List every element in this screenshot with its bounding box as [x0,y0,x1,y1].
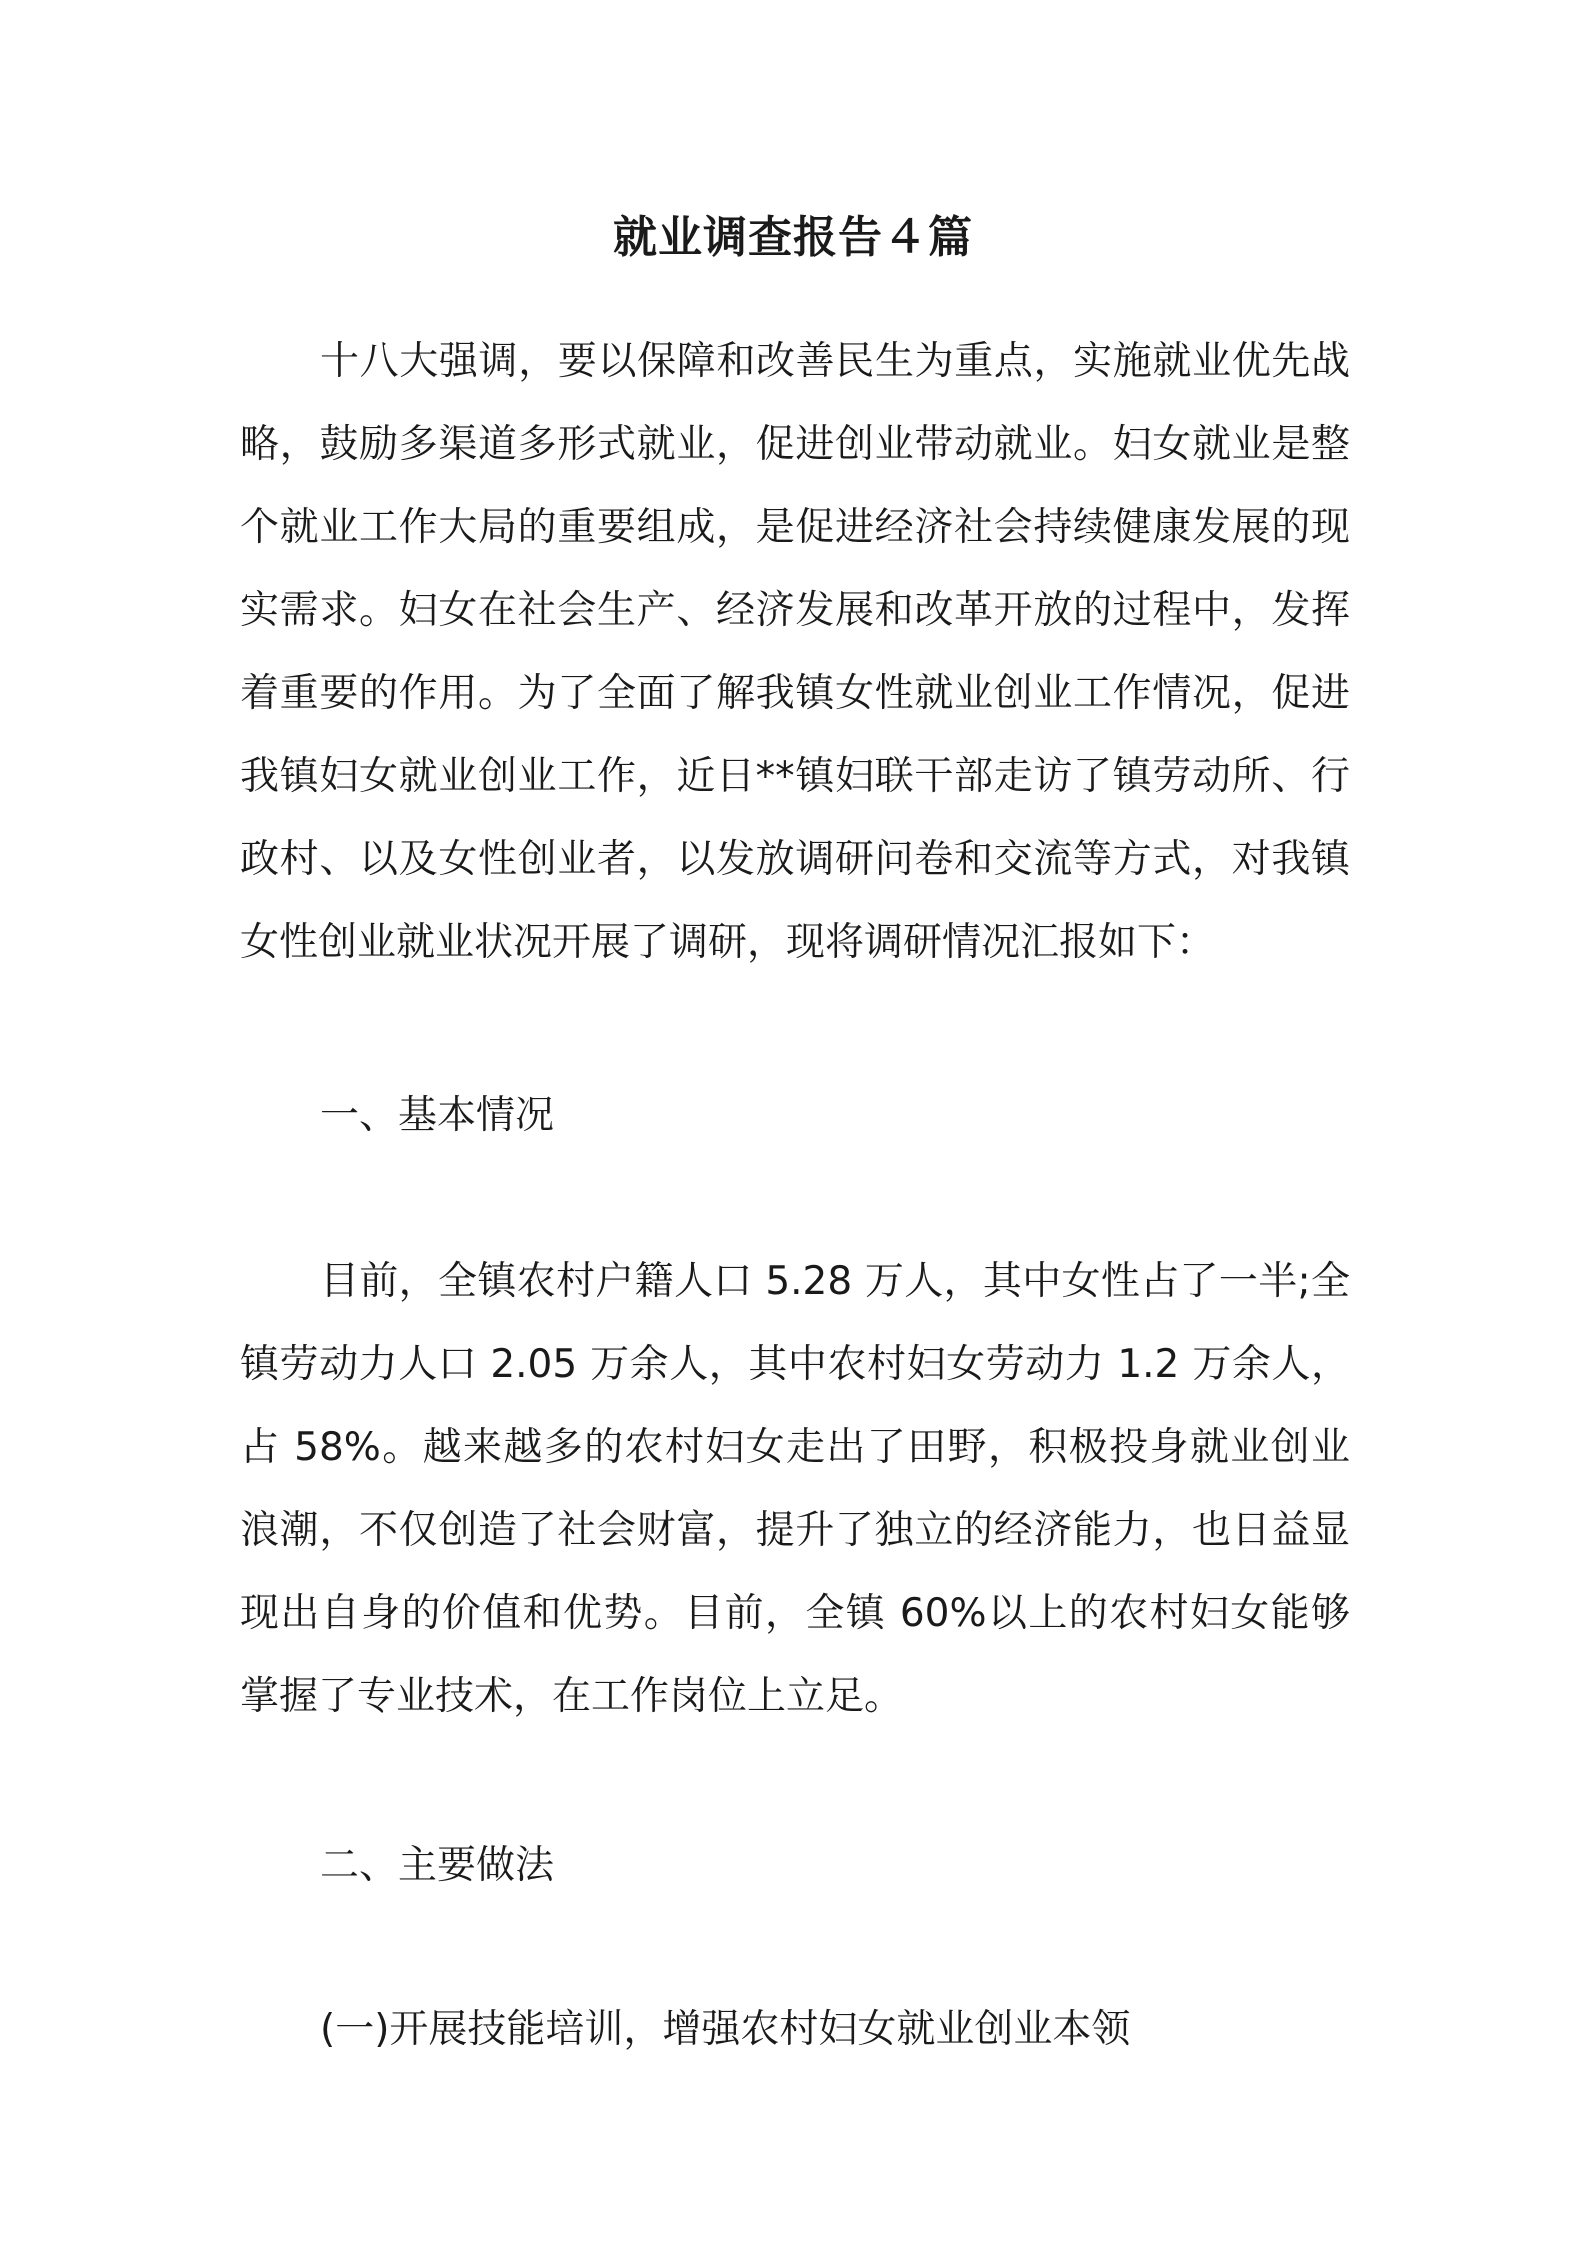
document-title: 就业调查报告４篇 [613,212,973,263]
basic-situation-paragraph: 目前，全镇农村户籍人口 5.28 万人，其中女性占了一半;全镇劳动力人口 2.05 万余人，其中农村妇女劳动力 1.2 万余人，占 58%。越来越多的农村妇女走出了田野，积极投身就业创业浪潮，不仅创造了社会财富，提升了独立的经济能力，也日益显现出自身的价值和优势。目前，全镇 60%以上的农村妇女能够掌握了专业技术，在工作岗位上立足。 [240,1259,1350,1719]
intro-paragraph: 十八大强调，要以保障和改善民生为重点，实施就业优先战略，鼓励多渠道多形式就业，促进创业带动就业。妇女就业是整个就业工作大局的重要组成，是促进经济社会持续健康发展的现实需求。妇女在社会生产、经济发展和改革开放的过程中，发挥着重要的作用。为了全面了解我镇女性就业创业工作情况，促进我镇妇女就业创业工作，近日**镇妇联干部走访了镇劳动所、行政村、以及女性创业者，以发放调研问卷和交流等方式，对我镇女性创业就业状况开展了调研，现将调研情况汇报如下： [240,339,1350,965]
section-heading-basic-situation: 一、基本情况 [320,1093,555,1138]
subsection-heading-skills-training: (一)开展技能培训，增强农村妇女就业创业本领 [320,2007,1131,2052]
section-heading-main-practices: 二、主要做法 [320,1843,555,1888]
